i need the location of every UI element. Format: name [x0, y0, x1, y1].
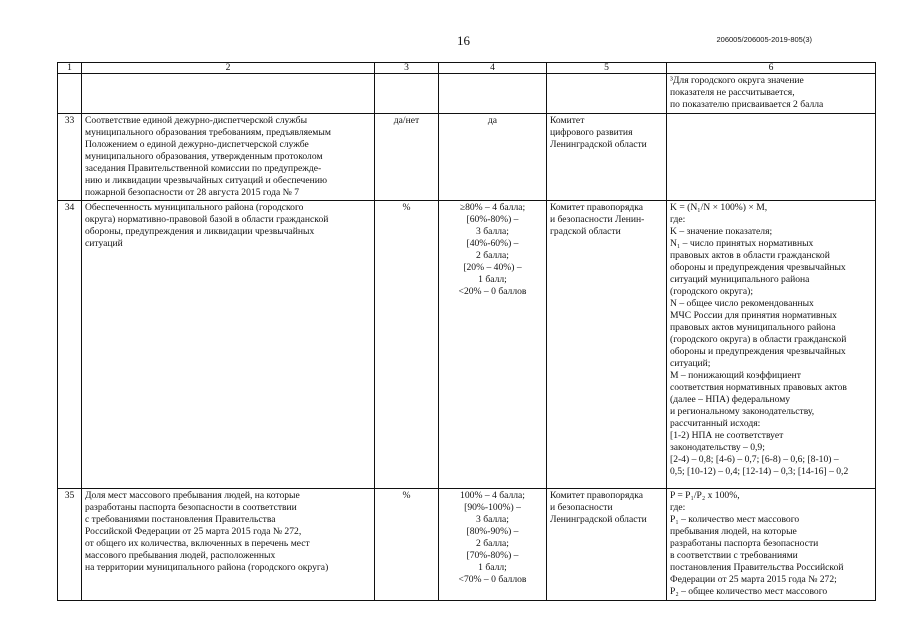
cell-empty — [375, 74, 439, 114]
criteria: да — [439, 114, 547, 201]
indicator-name: Обеспеченность муниципального района (городского округа) нормативно-правовой базой в области гражданской обороны, предупреждения и ликвидации чрезвычайных ситуаций — [82, 201, 375, 489]
responsible-body: Комитет правопорядка и безопасности Ленин- градской области — [547, 201, 667, 489]
document-code: 206005/206005-2019-805(3) — [716, 35, 812, 44]
column-header: 2 — [82, 63, 375, 74]
row-number: 34 — [58, 201, 82, 489]
criteria: 100% – 4 балла; [90%-100%) – 3 балла; [80%-90%) – 2 балла; [70%-80%) – 1 балл; <70% – 0 баллов — [439, 489, 547, 601]
footnote-line: по показателю присваивается 2 балла — [670, 99, 824, 110]
row-number: 35 — [58, 489, 82, 601]
table-row-33 — [58, 114, 876, 201]
unit: % — [375, 201, 439, 489]
unit: да/нет — [375, 114, 439, 201]
indicator-name: Доля мест массового пребывания людей, на которые разработаны паспорта безопасности в соответствии с требованиями постановления Правительства Российской Федерации от 25 марта 2015 года № 272, от общего их количества, включенных в перечень мест массового пребывания людей, расположенных на территории муниципального района (городского округа) — [82, 489, 375, 601]
footnote-cell — [667, 74, 876, 114]
row-number: 33 — [58, 114, 82, 201]
continuation-row — [58, 74, 876, 114]
cell-empty — [439, 74, 547, 114]
calculation-method — [667, 114, 876, 201]
column-header: 3 — [375, 63, 439, 74]
cell-empty — [58, 74, 82, 114]
unit: % — [375, 489, 439, 601]
table-row-34 — [58, 201, 876, 489]
column-header: 4 — [439, 63, 547, 74]
footnote-line: ³Для городского округа значение — [670, 75, 804, 86]
cell-empty — [547, 74, 667, 114]
calculation-method: P = P₁/P₂ x 100%, где: P₁ – количество мест массового пребывания людей, на которые разработаны паспорта безопасности в соответствии с требованиями постановления Правительства Российской Федерации от 25 марта 2015 года № 272; P₂ – общее количество мест массового — [667, 489, 876, 601]
page-number: 16 — [457, 33, 470, 48]
table-header-row — [58, 63, 876, 74]
calculation-method: K = (N₁/N × 100%) × M, где: K – значение показателя; N₁ – число принятых нормативных правовых актов в области гражданской обороны и предупреждения чрезвычайных ситуаций муниципального района (городского округа); N – общее число рекомендованных МЧС России для принятия нормативных правовых актов муниципального района (городского округа) в области гражданской обороны и предупреждения чрезвычайных ситуаций; M – понижающий коэффициент соответствия нормативных правовых актов (далее – НПА) федеральному и региональному законодательству, рассчитанный исходя: [1-2) НПА не соответствует законодательству – 0,9; [2-4) – 0,8; [4-6) – 0,7; [6-8) – 0,6; [8-10) – 0,5; [10-12) – 0,4; [12-14) – 0,3; [14-16] – 0,2 — [667, 201, 876, 489]
column-header: 5 — [547, 63, 667, 74]
footnote-line: показателя не рассчитывается, — [670, 87, 795, 98]
responsible-body: Комитет цифрового развития Ленинградской области — [547, 114, 667, 201]
table-row-35 — [58, 489, 876, 601]
column-header: 1 — [58, 63, 82, 74]
criteria: ≥80% – 4 балла; [60%-80%) – 3 балла; [40%-60%) – 2 балла; [20% – 40%) – 1 балл; <20% – 0 баллов — [439, 201, 547, 489]
responsible-body: Комитет правопорядка и безопасности Ленинградской области — [547, 489, 667, 601]
cell-empty — [82, 74, 375, 114]
criteria-table — [57, 62, 876, 601]
column-header: 6 — [667, 63, 876, 74]
indicator-name: Соответствие единой дежурно-диспетчерской службы муниципального образования требованиям, предъявляемым Положением о единой дежурно-диспетчерской службе муниципального образования, утвержденным протоколом заседания Правительственной комиссии по предупрежде- нию и ликвидации чрезвычайных ситуаций и обеспечению пожарной безопасности от 28 августа 2015 года № 7 — [82, 114, 375, 201]
